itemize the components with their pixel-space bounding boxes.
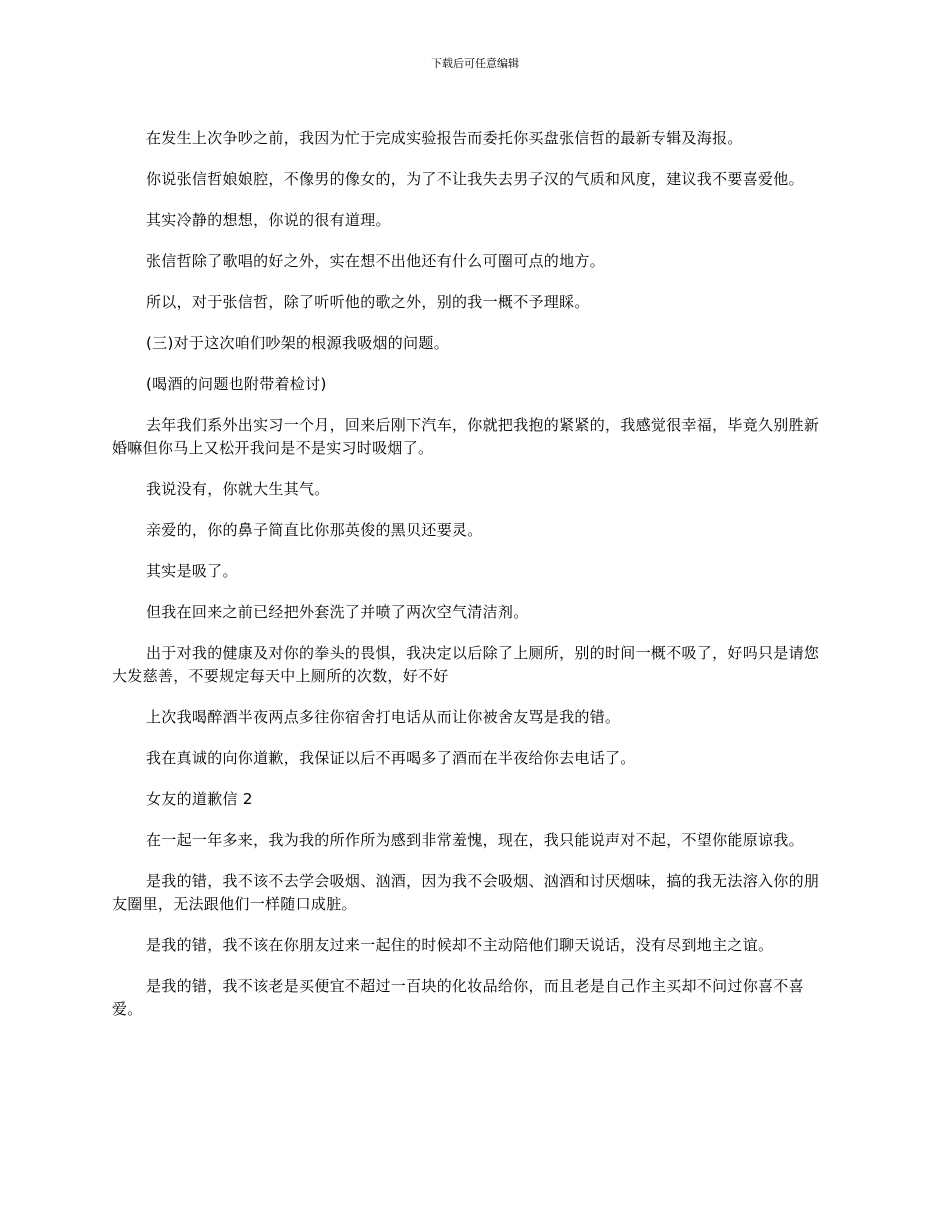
paragraph: 其实冷静的想想，你说的很有道理。 xyxy=(146,211,391,229)
paragraph: 是我的错，我不该不去学会吸烟、汹酒，因为我不会吸烟、汹酒和讨厌烟味，搞的我无法溶入你的朋友圈里，无法跟他们一样随口成脏。 xyxy=(112,872,820,913)
paragraph: 上次我喝醉酒半夜两点多往你宿舍打电话从而让你被舍友骂是我的错。 xyxy=(146,708,621,726)
paragraph: 亲爱的，你的鼻子简直比你那英俊的黑贝还要灵。 xyxy=(146,521,483,539)
paragraph: 去年我们系外出实习一个月，回来后刚下汽车，你就把我抱的紧紧的，我感觉很幸福，毕竟久别胜新婚嘛但你马上又松开我问是不是实习时吸烟了。 xyxy=(112,416,820,457)
paragraph: 所以，对于张信哲，除了听听他的歌之外，别的我一概不予理睬。 xyxy=(146,293,590,311)
paragraph: 我在真诚的向你道歉，我保证以后不再喝多了酒而在半夜给你去电话了。 xyxy=(146,749,636,767)
paragraph: 是我的错，我不该在你朋友过来一起住的时候却不主动陪他们聊天说话，没有尽到地主之谊。 xyxy=(146,936,774,954)
section-heading: (三)对于这次咱们吵架的根源我吸烟的问题。 xyxy=(146,334,450,352)
paragraph: 在一起一年多来，我为我的所作所为感到非常羞愧，现在，我只能说声对不起，不望你能原谅我。 xyxy=(146,831,804,849)
paragraph: 但我在回来之前已经把外套洗了并喷了两次空气清洁剂。 xyxy=(146,603,529,621)
paragraph: 在发生上次争吵之前，我因为忙于完成实验报告而委托你买盘张信哲的最新专辑及海报。 xyxy=(146,129,743,147)
paragraph: 其实是吸了。 xyxy=(146,562,238,580)
paragraph: (喝酒的问题也附带着检讨) xyxy=(146,375,327,393)
page-header: 下载后可任意编辑 xyxy=(431,57,519,70)
section-title: 女友的道歉信 2 xyxy=(146,790,253,808)
paragraph: 张信哲除了歌唱的好之外，实在想不出他还有什么可圈可点的地方。 xyxy=(146,252,606,270)
paragraph: 你说张信哲娘娘腔，不像男的像女的，为了不让我失去男子汉的气质和风度，建议我不要喜爱他。 xyxy=(146,170,804,188)
paragraph: 出于对我的健康及对你的拳头的畏惧，我决定以后除了上厕所，别的时间一概不吸了，好吗只是请您大发慈善，不要规定每天中上厕所的次数，好不好 xyxy=(112,644,820,685)
paragraph: 我说没有，你就大生其气。 xyxy=(146,480,330,498)
paragraph: 是我的错，我不该老是买便宜不超过一百块的化妆品给你，而且老是自己作主买却不问过你喜不喜爱。 xyxy=(112,977,804,1018)
document-body xyxy=(112,127,834,1039)
